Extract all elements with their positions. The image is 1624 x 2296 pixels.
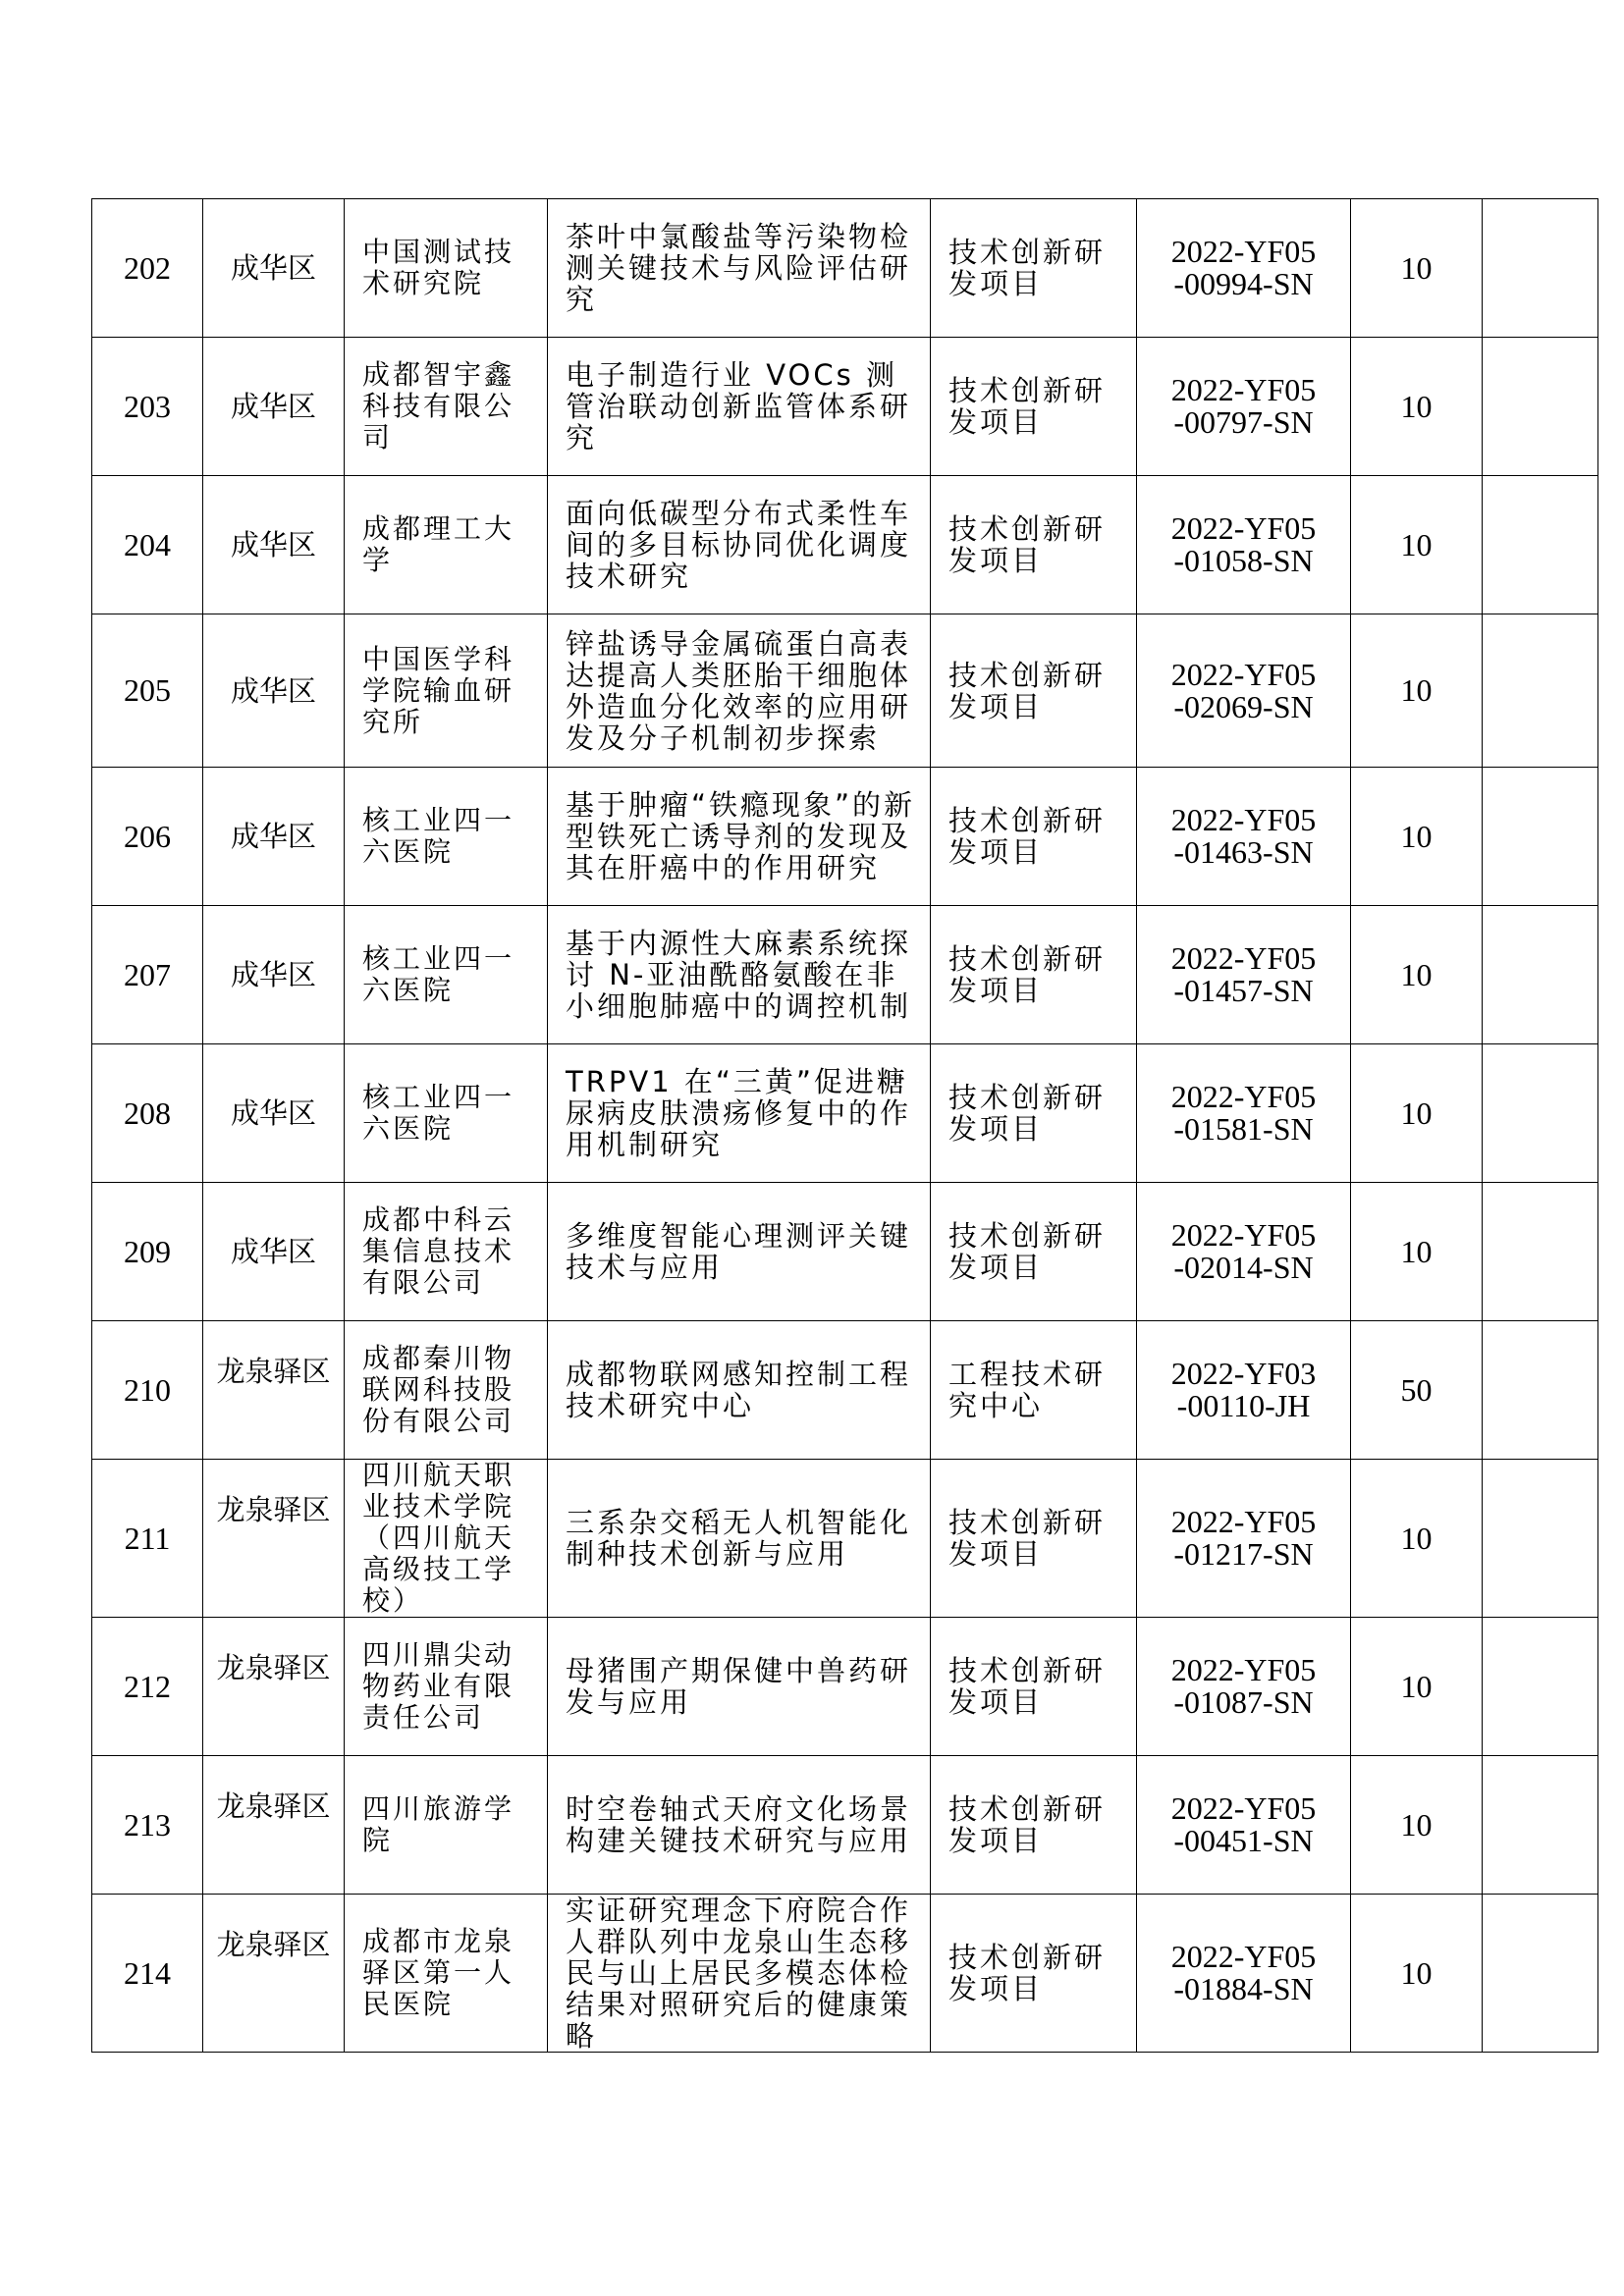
project-name-cell: 电子制造行业 VOCs 测管治联动创新监管体系研究 — [548, 338, 931, 476]
project-name-cell: 三系杂交稻无人机智能化制种技术创新与应用 — [548, 1460, 931, 1618]
row-number: 214 — [92, 1895, 203, 2053]
project-type-cell: 技术创新研发项目 — [931, 1756, 1137, 1895]
unit-cell: 四川航天职业技术学院（四川航天高级技工学校） — [345, 1460, 548, 1618]
unit-cell: 核工业四一六医院 — [345, 768, 548, 906]
project-code-cell — [1137, 1895, 1351, 2053]
unit-cell: 四川旅游学院 — [345, 1756, 548, 1895]
project-name-cell: 母猪围产期保健中兽药研发与应用 — [548, 1618, 931, 1756]
row-number: 211 — [92, 1460, 203, 1618]
project-code-part-1: 2022-YF05 — [1170, 1217, 1317, 1253]
project-code-part-2: -00451-SN — [1173, 1823, 1314, 1858]
district-cell: 成华区 — [203, 1044, 345, 1183]
project-name-cell: 锌盐诱导金属硫蛋白高表达提高人类胚胎干细胞体外造血分化效率的应用研发及分子机制初步探索 — [548, 614, 931, 768]
district-cell: 成华区 — [203, 768, 345, 906]
unit-cell: 成都理工大学 — [345, 476, 548, 614]
note-cell — [1483, 1183, 1598, 1321]
project-type-cell: 技术创新研发项目 — [931, 199, 1137, 338]
project-code-part-2: -01463-SN — [1173, 834, 1314, 870]
table-row — [92, 906, 1598, 1044]
amount-cell: 10 — [1351, 1460, 1483, 1618]
note-cell — [1483, 1044, 1598, 1183]
project-code-part-1: 2022-YF05 — [1170, 234, 1317, 269]
table-row — [92, 1895, 1598, 2053]
project-type-cell: 技术创新研发项目 — [931, 1618, 1137, 1756]
amount-cell: 10 — [1351, 1618, 1483, 1756]
project-table — [91, 198, 1598, 2053]
table-row — [92, 1183, 1598, 1321]
table-row — [92, 614, 1598, 768]
district-cell: 成华区 — [203, 614, 345, 768]
project-code-part-1: 2022-YF05 — [1170, 1504, 1317, 1539]
row-number: 210 — [92, 1321, 203, 1460]
note-cell — [1483, 1618, 1598, 1756]
project-name-cell: 基于肿瘤“铁瘾现象”的新型铁死亡诱导剂的发现及其在肝癌中的作用研究 — [548, 768, 931, 906]
project-code-part-2: -01087-SN — [1173, 1684, 1314, 1720]
project-code-part-2: -02014-SN — [1173, 1250, 1314, 1285]
note-cell — [1483, 906, 1598, 1044]
amount-cell: 10 — [1351, 1895, 1483, 2053]
project-code-cell — [1137, 768, 1351, 906]
project-name-cell: 成都物联网感知控制工程技术研究中心 — [548, 1321, 931, 1460]
project-code-cell — [1137, 614, 1351, 768]
table-row — [92, 768, 1598, 906]
project-code-part-2: -01581-SN — [1173, 1111, 1314, 1147]
note-cell — [1483, 1321, 1598, 1460]
table-row — [92, 1460, 1598, 1618]
unit-cell: 成都智宇鑫科技有限公司 — [345, 338, 548, 476]
project-name-cell: TRPV1 在“三黄”促进糖尿病皮肤溃疡修复中的作用机制研究 — [548, 1044, 931, 1183]
project-name-cell: 实证研究理念下府院合作人群队列中龙泉山生态移民与山上居民多模态体检结果对照研究后的健康策略 — [548, 1895, 931, 2053]
unit-cell: 中国医学科学院输血研究所 — [345, 614, 548, 768]
project-code-cell — [1137, 1460, 1351, 1618]
project-type-cell: 技术创新研发项目 — [931, 338, 1137, 476]
project-code-cell — [1137, 1321, 1351, 1460]
project-name-cell: 茶叶中氯酸盐等污染物检测关键技术与风险评估研究 — [548, 199, 931, 338]
amount-cell: 10 — [1351, 614, 1483, 768]
project-code-cell — [1137, 906, 1351, 1044]
project-code-part-1: 2022-YF05 — [1170, 1079, 1317, 1114]
row-number: 202 — [92, 199, 203, 338]
amount-cell: 10 — [1351, 338, 1483, 476]
amount-cell: 50 — [1351, 1321, 1483, 1460]
project-type-cell: 技术创新研发项目 — [931, 1044, 1137, 1183]
amount-cell: 10 — [1351, 1756, 1483, 1895]
project-code-cell — [1137, 476, 1351, 614]
note-cell — [1483, 768, 1598, 906]
table-row — [92, 1044, 1598, 1183]
row-number: 207 — [92, 906, 203, 1044]
project-code-cell — [1137, 1183, 1351, 1321]
district-cell: 成华区 — [203, 1183, 345, 1321]
unit-cell: 四川鼎尖动物药业有限责任公司 — [345, 1618, 548, 1756]
project-code-part-1: 2022-YF05 — [1170, 940, 1317, 976]
project-code-part-2: -00797-SN — [1173, 404, 1314, 440]
project-code-part-1: 2022-YF05 — [1170, 510, 1317, 546]
project-code-part-1: 2022-YF05 — [1170, 656, 1317, 692]
district-cell: 成华区 — [203, 476, 345, 614]
district-cell: 龙泉驿区 — [203, 1618, 345, 1756]
project-code-part-1: 2022-YF05 — [1170, 1939, 1317, 1974]
project-code-part-1: 2022-YF03 — [1170, 1356, 1317, 1391]
project-type-cell: 技术创新研发项目 — [931, 768, 1137, 906]
note-cell — [1483, 1895, 1598, 2053]
project-code-cell — [1137, 1044, 1351, 1183]
project-code-part-2: -01217-SN — [1173, 1536, 1314, 1572]
project-code-part-1: 2022-YF05 — [1170, 1652, 1317, 1687]
unit-cell: 成都中科云集信息技术有限公司 — [345, 1183, 548, 1321]
project-type-cell: 工程技术研究中心 — [931, 1321, 1137, 1460]
unit-cell: 成都秦川物联网科技股份有限公司 — [345, 1321, 548, 1460]
row-number: 203 — [92, 338, 203, 476]
district-cell: 龙泉驿区 — [203, 1460, 345, 1618]
note-cell — [1483, 614, 1598, 768]
table-row — [92, 338, 1598, 476]
note-cell — [1483, 476, 1598, 614]
amount-cell: 10 — [1351, 768, 1483, 906]
unit-cell: 中国测试技术研究院 — [345, 199, 548, 338]
project-type-cell: 技术创新研发项目 — [931, 476, 1137, 614]
district-cell: 龙泉驿区 — [203, 1321, 345, 1460]
project-code-cell — [1137, 1618, 1351, 1756]
district-cell: 龙泉驿区 — [203, 1895, 345, 2053]
project-code-part-1: 2022-YF05 — [1170, 802, 1317, 837]
project-code-cell — [1137, 1756, 1351, 1895]
project-code-part-1: 2022-YF05 — [1170, 1790, 1317, 1826]
district-cell: 成华区 — [203, 338, 345, 476]
project-type-cell: 技术创新研发项目 — [931, 1895, 1137, 2053]
row-number: 204 — [92, 476, 203, 614]
table-row — [92, 1756, 1598, 1895]
project-code-part-2: -02069-SN — [1173, 688, 1314, 724]
project-code-part-2: -01457-SN — [1173, 973, 1314, 1008]
unit-cell: 核工业四一六医院 — [345, 1044, 548, 1183]
row-number: 212 — [92, 1618, 203, 1756]
table-row — [92, 1618, 1598, 1756]
project-code-part-2: -00994-SN — [1173, 266, 1314, 301]
project-name-cell: 时空卷轴式天府文化场景构建关键技术研究与应用 — [548, 1756, 931, 1895]
project-type-cell: 技术创新研发项目 — [931, 906, 1137, 1044]
project-code-cell — [1137, 338, 1351, 476]
amount-cell: 10 — [1351, 199, 1483, 338]
note-cell — [1483, 1756, 1598, 1895]
district-cell: 成华区 — [203, 199, 345, 338]
row-number: 208 — [92, 1044, 203, 1183]
row-number: 213 — [92, 1756, 203, 1895]
project-name-cell: 多维度智能心理测评关键技术与应用 — [548, 1183, 931, 1321]
amount-cell: 10 — [1351, 1183, 1483, 1321]
project-type-cell: 技术创新研发项目 — [931, 1460, 1137, 1618]
row-number: 209 — [92, 1183, 203, 1321]
table-row — [92, 1321, 1598, 1460]
note-cell — [1483, 1460, 1598, 1618]
table-row — [92, 199, 1598, 338]
amount-cell: 10 — [1351, 906, 1483, 1044]
table-body — [92, 199, 1598, 2053]
project-code-cell — [1137, 199, 1351, 338]
project-name-cell: 面向低碳型分布式柔性车间的多目标协同优化调度技术研究 — [548, 476, 931, 614]
table-row — [92, 476, 1598, 614]
project-code-part-2: -00110-JH — [1176, 1388, 1311, 1423]
row-number: 205 — [92, 614, 203, 768]
project-code-part-2: -01058-SN — [1173, 543, 1314, 578]
project-type-cell: 技术创新研发项目 — [931, 1183, 1137, 1321]
unit-cell: 核工业四一六医院 — [345, 906, 548, 1044]
unit-cell: 成都市龙泉驿区第一人民医院 — [345, 1895, 548, 2053]
amount-cell: 10 — [1351, 476, 1483, 614]
district-cell: 成华区 — [203, 906, 345, 1044]
note-cell — [1483, 338, 1598, 476]
amount-cell: 10 — [1351, 1044, 1483, 1183]
district-cell: 龙泉驿区 — [203, 1756, 345, 1895]
project-type-cell: 技术创新研发项目 — [931, 614, 1137, 768]
project-name-cell: 基于内源性大麻素系统探讨 N-亚油酰酪氨酸在非小细胞肺癌中的调控机制 — [548, 906, 931, 1044]
row-number: 206 — [92, 768, 203, 906]
project-code-part-2: -01884-SN — [1173, 1971, 1314, 2006]
note-cell — [1483, 199, 1598, 338]
project-code-part-1: 2022-YF05 — [1170, 372, 1317, 407]
